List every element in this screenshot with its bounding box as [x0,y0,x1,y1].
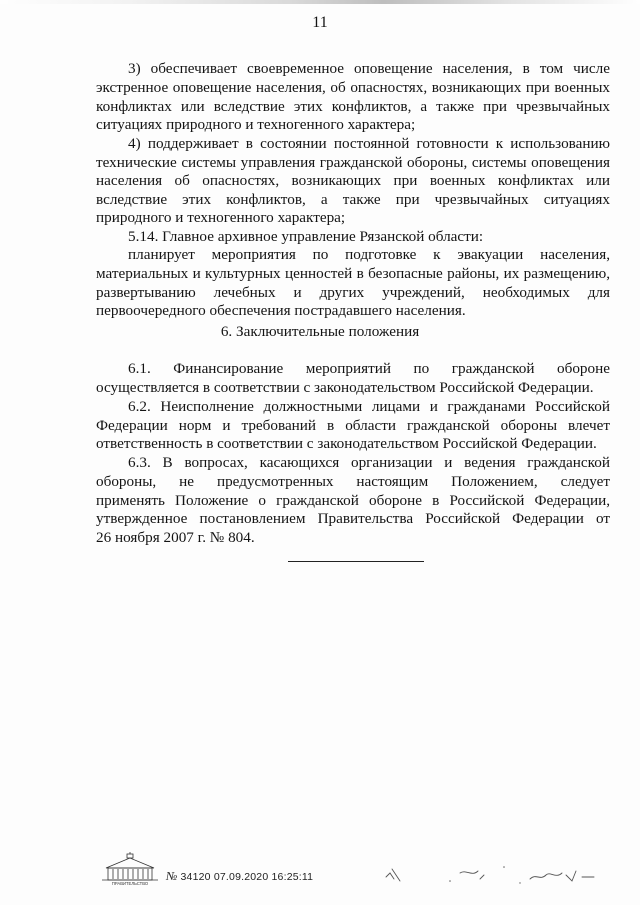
handwritten-marks [380,855,610,895]
text-line: 6.3. В вопросах, касающихся организации и ведения гражданской [128,454,610,471]
text-line: природного и техногенного характера; [96,209,346,226]
text-line: обороны, не предусмотренных настоящим Положением, следует [96,473,610,490]
text-line: вследствие этих конфликтов, а также при чрезвычайных ситуациях [96,191,610,208]
number-sign: № [166,869,178,883]
emblem-caption: ПРАВИТЕЛЬСТВО [111,881,149,886]
closing-divider [288,561,424,562]
text-line: 6.1. Финансирование мероприятий по гражданской обороне [128,360,610,377]
text-line: 3) обеспечивает своевременное оповещение населения, в том числе [128,60,610,77]
text-line: применять Положение о гражданской обороне в Российской Федерации, [96,492,610,509]
section-title: 6. Заключительные положения [220,323,420,340]
text-line: 4) поддерживает в состоянии постоянной готовности к использованию [128,135,610,152]
text-line: экстренное оповещение населения, об опасностях, возникающих при военных [96,79,610,96]
text-line: развертыванию лечебных и других учреждений, необходимых для [96,284,610,301]
registration-stamp-text: 34120 07.09.2020 16:25:11 [180,871,314,883]
government-building-emblem-icon [98,852,162,886]
text-line: осуществляется в соответствии с законодательством Российской Федерации. [96,379,594,396]
text-line: первоочередного обеспечения пострадавшего населения. [96,302,466,319]
text-line: 6.2. Неисполнение должностными лицами и гражданами Российской [128,398,610,415]
text-line: конфликтах или вследствие этих конфликтов, а также при чрезвычайных [96,98,610,115]
text-line: утвержденное постановлением Правительства Российской Федерации от [96,510,610,527]
text-line: Федерации норм и требований в области гражданской обороны влечет [96,417,610,434]
page-number: 11 [312,14,328,31]
scan-edge-shadow [0,0,640,4]
text-line: населения об опасностях, возникающих при военных конфликтах или [96,172,610,189]
text-line: технические системы управления гражданской обороны, системы оповещения [96,154,610,171]
text-line: планирует мероприятия по подготовке к эвакуации населения, [128,246,610,263]
text-line: ситуациях природного и техногенного характера; [96,116,416,133]
registration-stamp [166,869,313,884]
text-line: 5.14. Главное архивное управление Рязанской области: [128,228,484,245]
text-line: 26 ноября 2007 г. № 804. [96,529,255,546]
text-line: материальных и культурных ценностей в безопасные районы, их размещению, [96,265,610,282]
text-line: ответственность в соответствии с законодательством Российской Федерации. [96,435,597,452]
